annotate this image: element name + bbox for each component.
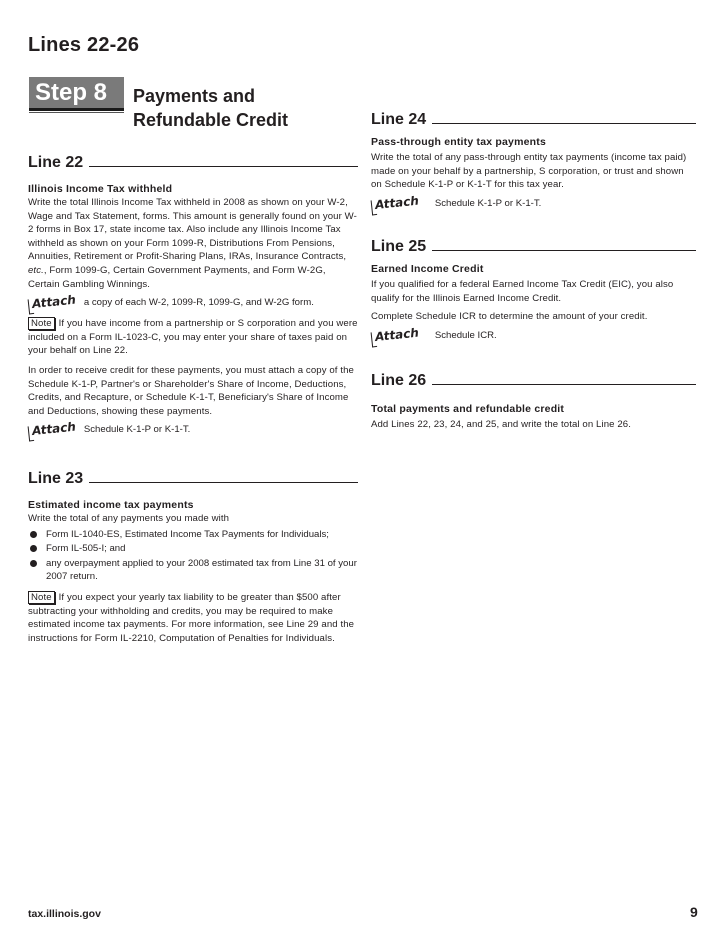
step-underline [29,112,124,113]
footer-site: tax.illinois.gov [28,908,101,920]
list-item [28,542,358,556]
line25-paragraph-2: Complete Schedule ICR to determine the amount of your credit. [371,311,648,323]
list-item-text: Form IL-505-I; and [46,543,126,555]
heading-rule [432,250,696,251]
step-badge: Step 8 [29,77,124,111]
line26-section [371,372,696,432]
step-title-line2: Refundable Credit [133,110,289,130]
page-number: 9 [690,904,698,920]
line25-paragraph-1: If you qualified for a federal Earned Income Tax Credit (EIC), you also qualify for the Illinois Earned Income Credit. [371,279,674,304]
attach-label: Attach [374,193,420,212]
list-item-text: any overpayment applied to your 2008 estimated tax from Line 31 of your 2007 return. [46,557,357,583]
step-title-line1: Payments and [133,86,256,106]
attach-icon [370,325,419,344]
line25-title: Line 25 [371,238,427,255]
line26-title: Line 26 [371,372,427,389]
line22-subheading: Illinois Income Tax withheld [28,183,173,195]
line23-note [28,591,358,645]
note-badge: Note [28,591,55,604]
line23-title: Line 23 [28,470,84,487]
line24-section [371,111,696,210]
line26-subheading: Total payments and refundable credit [371,403,565,415]
attach-icon [27,420,76,439]
heading-rule [432,123,696,124]
line26-paragraph: Add Lines 22, 23, 24, and 25, and write the total on Line 26. [371,419,631,430]
bullet-icon [30,560,37,567]
attach-text: Schedule K-1-P or K-1-T. [434,197,542,209]
line22-note-text: If you have income from a partnership or S corporation and you were included on a Form IL-1023-C, you may enter your share of taxes paid on your behalf on Line 22. [28,318,358,357]
line23-heading [28,470,358,488]
line24-heading [371,111,696,129]
attach-text: a copy of each W-2, 1099-R, 1099-G, and W-2G form. [83,297,314,309]
line24-attach-row [371,193,696,212]
line25-attach-row [371,325,696,344]
line23-note-text: If you expect your yearly tax liability to be greater than $500 after subtracting your withholding and credits, you may be required to make estimated income tax payments. For more information, see Line 29 and the instructions for Form IL-2210, Computation of Penalties for Individuals. [28,591,355,644]
heading-rule [89,482,358,483]
line23-subheading: Estimated income tax payments [28,499,194,511]
line22-section [28,154,358,439]
line22-para-etc: etc. [28,264,44,276]
line23-bullet-list [28,528,358,584]
step-title [133,84,288,132]
line23-section [28,470,358,645]
attach-label: Attach [374,325,420,344]
line22-paragraph [28,196,358,291]
line22-para-text: Write the total Illinois Income Tax withheld in 2008 as shown on your W-2, Wage and Tax Statement, forms. This amount is generally found on your W-2 forms in Box 17, state income tax. Also include any Illinois Income Tax withheld as shown on your Form 1099-R, Distributions From Pensions, Annuities, Retirement or Profit-Sharing Plans, IRAs, Insurance Contracts, [28,197,357,263]
line22-attach-row-2 [28,419,358,439]
line24-paragraph: Write the total of any pass-through entity tax payments (income tax paid) made on your behalf by a partnership, S corporation, or trust and shown on Schedule K-1-P or K-1-T for this tax year. [371,152,687,191]
note-badge: Note [28,317,55,330]
line23-intro: Write the total of any payments you made with [28,513,230,524]
attach-label: Attach [31,419,77,439]
attach-text: Schedule ICR. [434,329,497,341]
line25-section [371,238,696,342]
line22-paragraph-2: In order to receive credit for these payments, you must attach a copy of the Schedule K-1-P, Partner's or Shareholder's Share of Income, Deductions, Credits, and Recapture, or Schedule K-1-T, Beneficiary's Share of Income and Deductions, showing these payments. [28,364,354,417]
line22-para-end: , Form 1099-G, Certain Government Payments, and Form W-2G, Certain Gambling Winnings. [28,264,326,290]
attach-icon [370,193,419,212]
line24-title: Line 24 [371,111,427,128]
line24-subheading: Pass-through entity tax payments [371,136,547,148]
line22-note [28,317,358,358]
attach-label: Attach [31,292,77,312]
list-item [28,557,358,584]
line22-attach-row [28,292,358,312]
attach-text: Schedule K-1-P or K-1-T. [83,424,191,436]
line26-heading [371,372,696,390]
line22-heading [28,154,358,172]
line22-title: Line 22 [28,154,84,171]
list-item-text: Form IL-1040-ES, Estimated Income Tax Payments for Individuals; [46,528,329,540]
list-item [28,528,358,542]
line25-heading [371,238,696,256]
line25-subheading: Earned Income Credit [371,263,484,275]
heading-rule [89,166,358,167]
heading-rule [432,384,696,385]
page-title: Lines 22-26 [28,34,140,56]
bullet-icon [30,545,37,552]
bullet-icon [30,531,37,538]
